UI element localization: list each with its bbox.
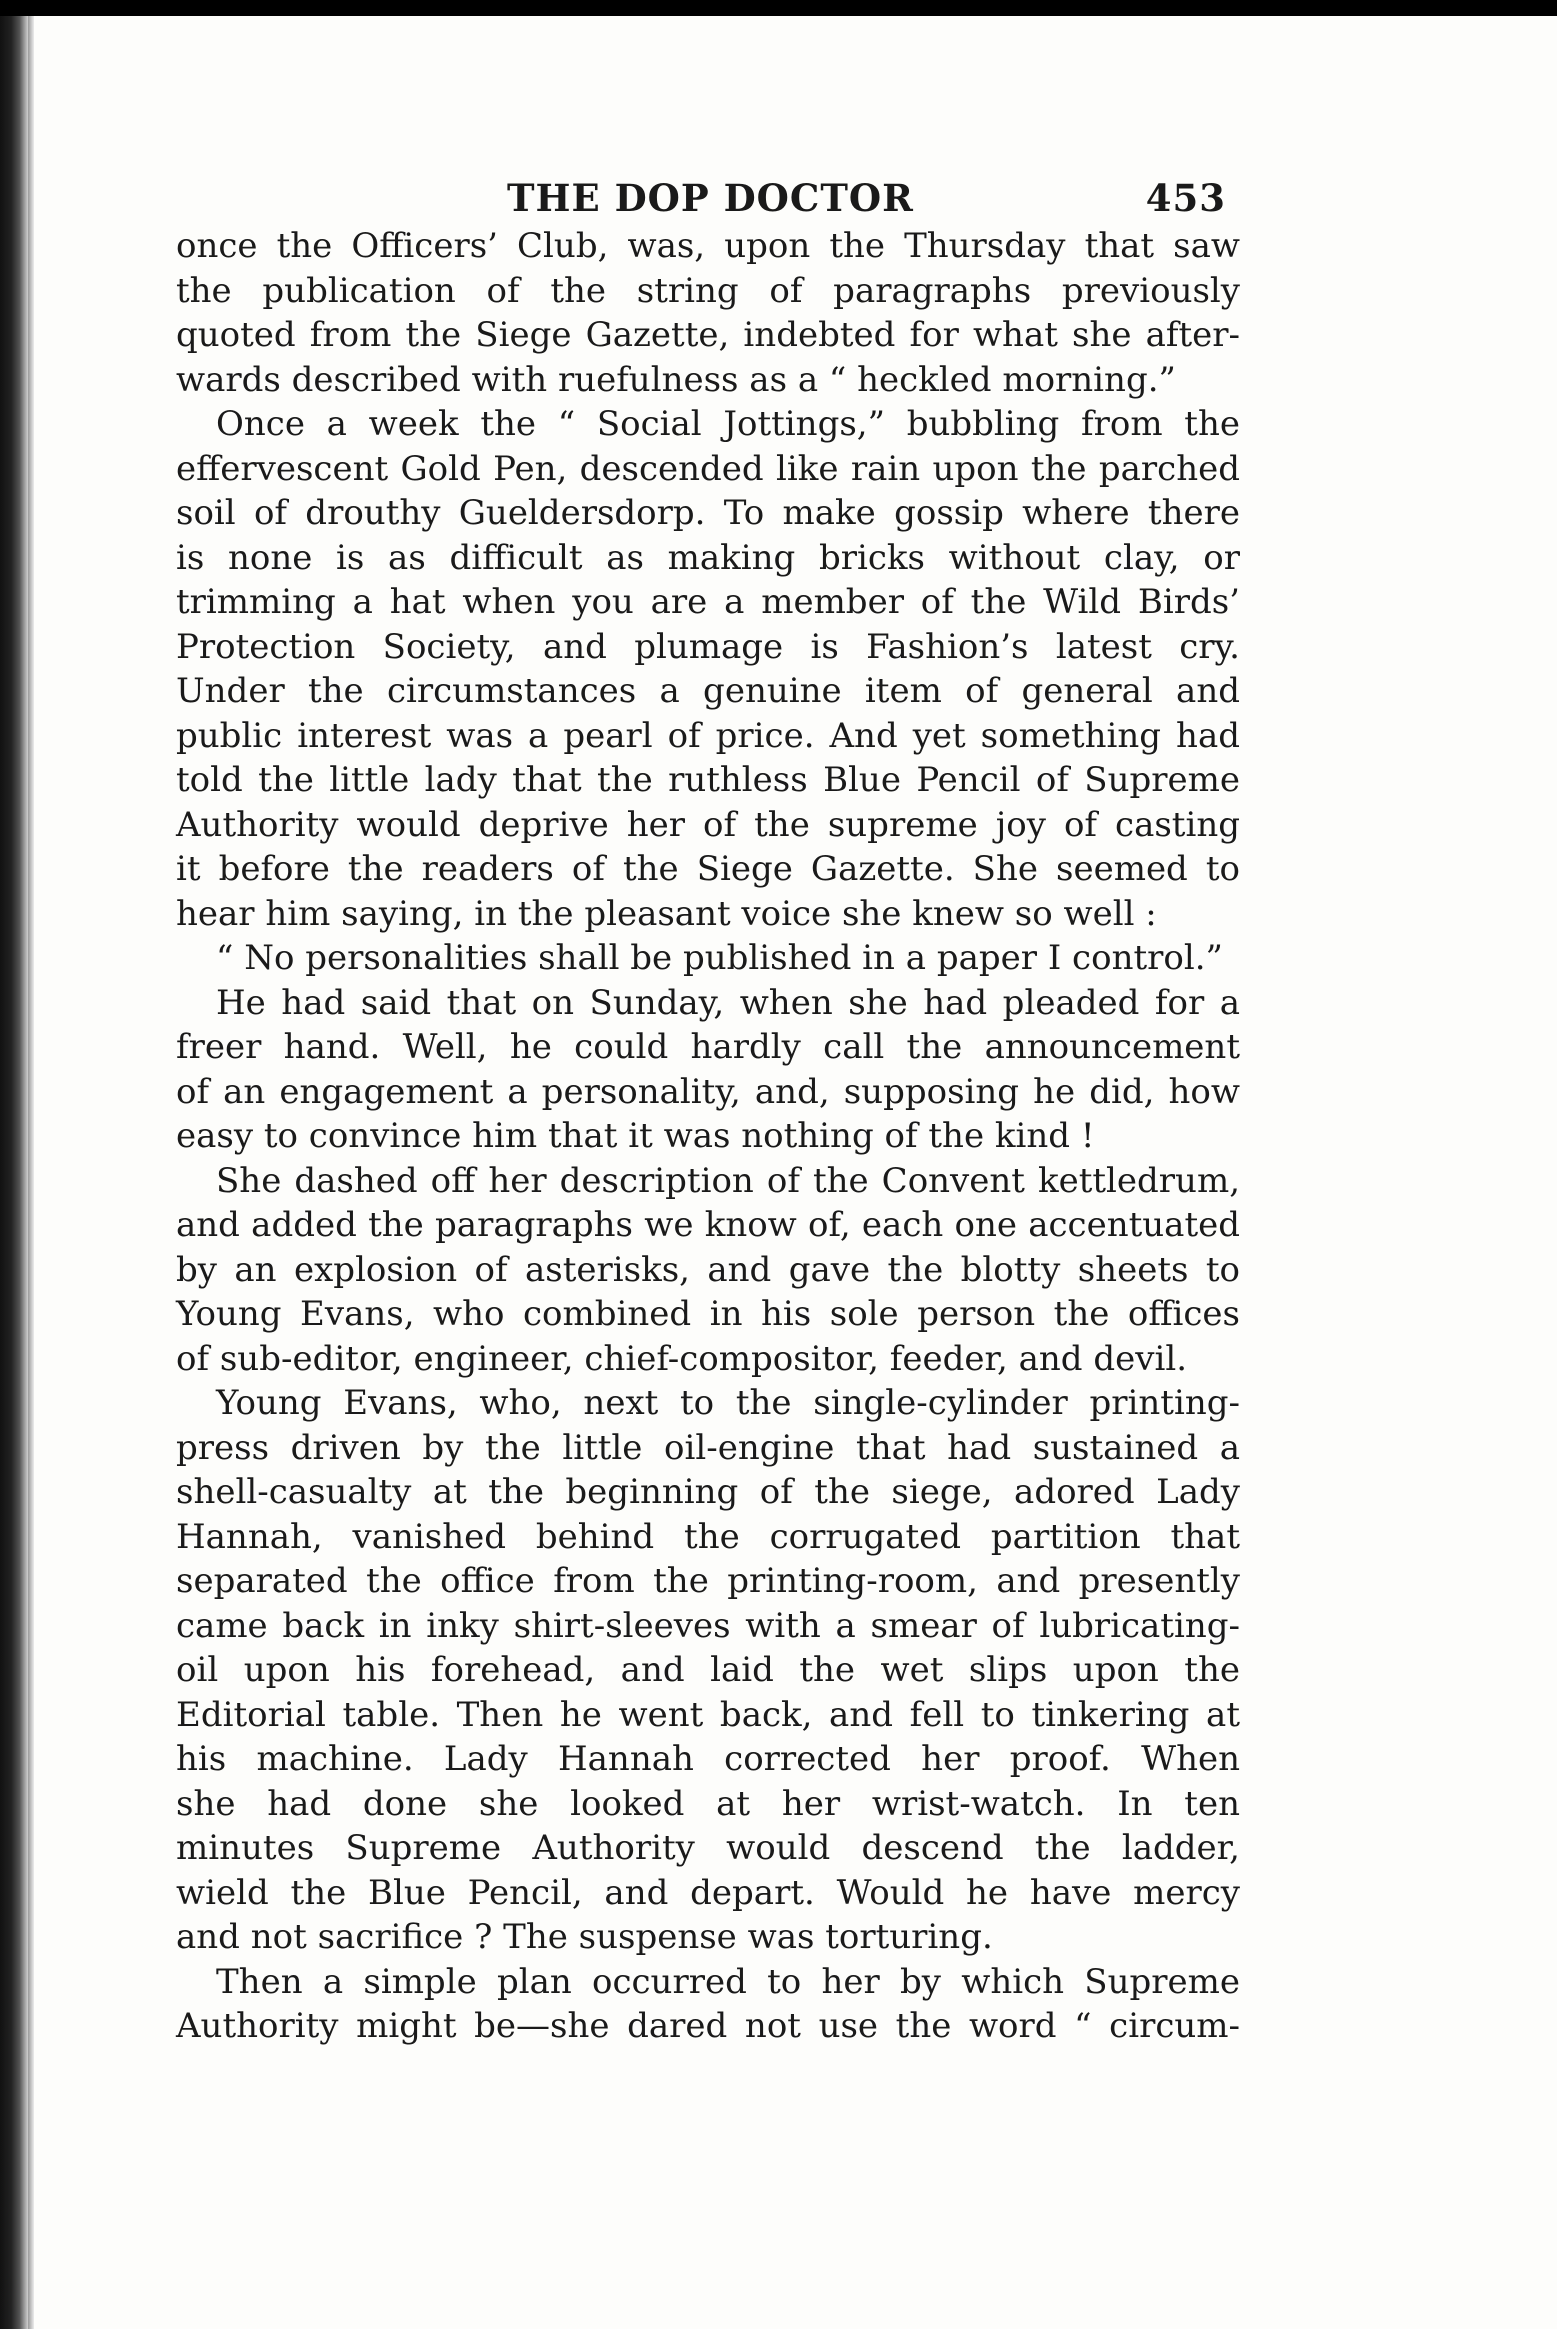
text-line: Young Evans, who, next to the single-cylinder printing- <box>216 1383 1240 1423</box>
text-line: “ No personalities shall be published in a paper I control.” <box>216 938 1223 978</box>
text-line: He had said that on Sunday, when she had pleaded for a <box>216 982 1240 1023</box>
text-line: soil of drouthy Gueldersdorp. To make gossip where there <box>176 493 1240 533</box>
text-line: press driven by the little oil-engine that had sustained a <box>176 1427 1240 1468</box>
text-line: Young Evans, who combined in his sole person the offices <box>176 1294 1240 1334</box>
text-line: Protection Society, and plumage is Fashion’s latest cry. <box>176 626 1240 667</box>
text-line: quoted from the Siege Gazette, indebted for what she after- <box>176 315 1240 355</box>
text-line: hear him saying, in the pleasant voice she knew so well : <box>176 893 1157 934</box>
text-line: shell-casualty at the beginning of the siege, adored Lady <box>176 1472 1240 1512</box>
running-title: THE DOP DOCTOR <box>507 176 914 220</box>
text-line: Under the circumstances a genuine item of general and <box>176 671 1240 711</box>
text-line: Authority might be—she dared not use the word “ circum- <box>176 2006 1240 2046</box>
text-line: by an explosion of asterisks, and gave the blotty sheets to <box>176 1249 1240 1290</box>
text-line: easy to convince him that it was nothing of the kind ! <box>176 1116 1095 1156</box>
text-line: She dashed off her description of the Convent kettledrum, <box>216 1160 1240 1201</box>
text-line: Hannah, vanished behind the corrugated partition that <box>176 1516 1240 1557</box>
body-text <box>176 224 1240 2049</box>
text-line: oil upon his forehead, and laid the wet slips upon the <box>176 1650 1240 1690</box>
text-line: it before the readers of the Siege Gazette. She seemed to <box>176 849 1240 889</box>
text-block <box>176 168 1240 2049</box>
running-head <box>176 168 1240 224</box>
text-line: and not sacrifice ? The suspense was torturing. <box>176 1917 993 1957</box>
text-line: Editorial table. Then he went back, and fell to tinkering at <box>176 1694 1240 1735</box>
text-line: freer hand. Well, he could hardly call the announcement <box>176 1027 1240 1067</box>
text-line: the publication of the string of paragraphs previously <box>176 270 1240 311</box>
text-line: is none is as difficult as making bricks without clay, or <box>176 537 1240 578</box>
text-line: of sub-editor, engineer, chief-compositor, feeder, and devil. <box>176 1338 1188 1379</box>
text-line: wield the Blue Pencil, and depart. Would he have mercy <box>176 1872 1240 1913</box>
text-line: minutes Supreme Authority would descend the ladder, <box>176 1828 1240 1868</box>
text-line: his machine. Lady Hannah corrected her proof. When <box>176 1739 1240 1779</box>
text-line: separated the office from the printing-room, and presently <box>176 1561 1240 1601</box>
scan-top-border <box>0 0 1557 16</box>
text-line: Authority would deprive her of the supreme joy of casting <box>176 804 1240 845</box>
text-line: she had done she looked at her wrist-watch. In ten <box>176 1783 1240 1824</box>
page-number: 453 <box>1145 176 1226 220</box>
text-line: trimming a hat when you are a member of the Wild Birds’ <box>176 582 1240 622</box>
text-line: Then a simple plan occurred to her by which Supreme <box>216 1961 1240 2002</box>
text-line: Once a week the “ Social Jottings,” bubbling from the <box>216 404 1240 444</box>
text-line: once the Officers’ Club, was, upon the Thursday that saw <box>176 226 1240 266</box>
text-line: of an engagement a personality, and, supposing he did, how <box>176 1071 1240 1112</box>
text-line: public interest was a pearl of price. And yet something had <box>176 715 1240 756</box>
book-spine-shadow <box>0 16 28 2329</box>
text-line: wards described with ruefulness as a “ heckled morning.” <box>176 359 1176 400</box>
page-gutter-edge <box>28 16 34 2329</box>
text-line: came back in inky shirt-sleeves with a smear of lubricating- <box>176 1605 1240 1646</box>
text-line: and added the paragraphs we know of, each one accentuated <box>176 1205 1240 1245</box>
text-line: told the little lady that the ruthless Blue Pencil of Supreme <box>176 760 1240 800</box>
text-line: effervescent Gold Pen, descended like rain upon the parched <box>176 448 1240 489</box>
